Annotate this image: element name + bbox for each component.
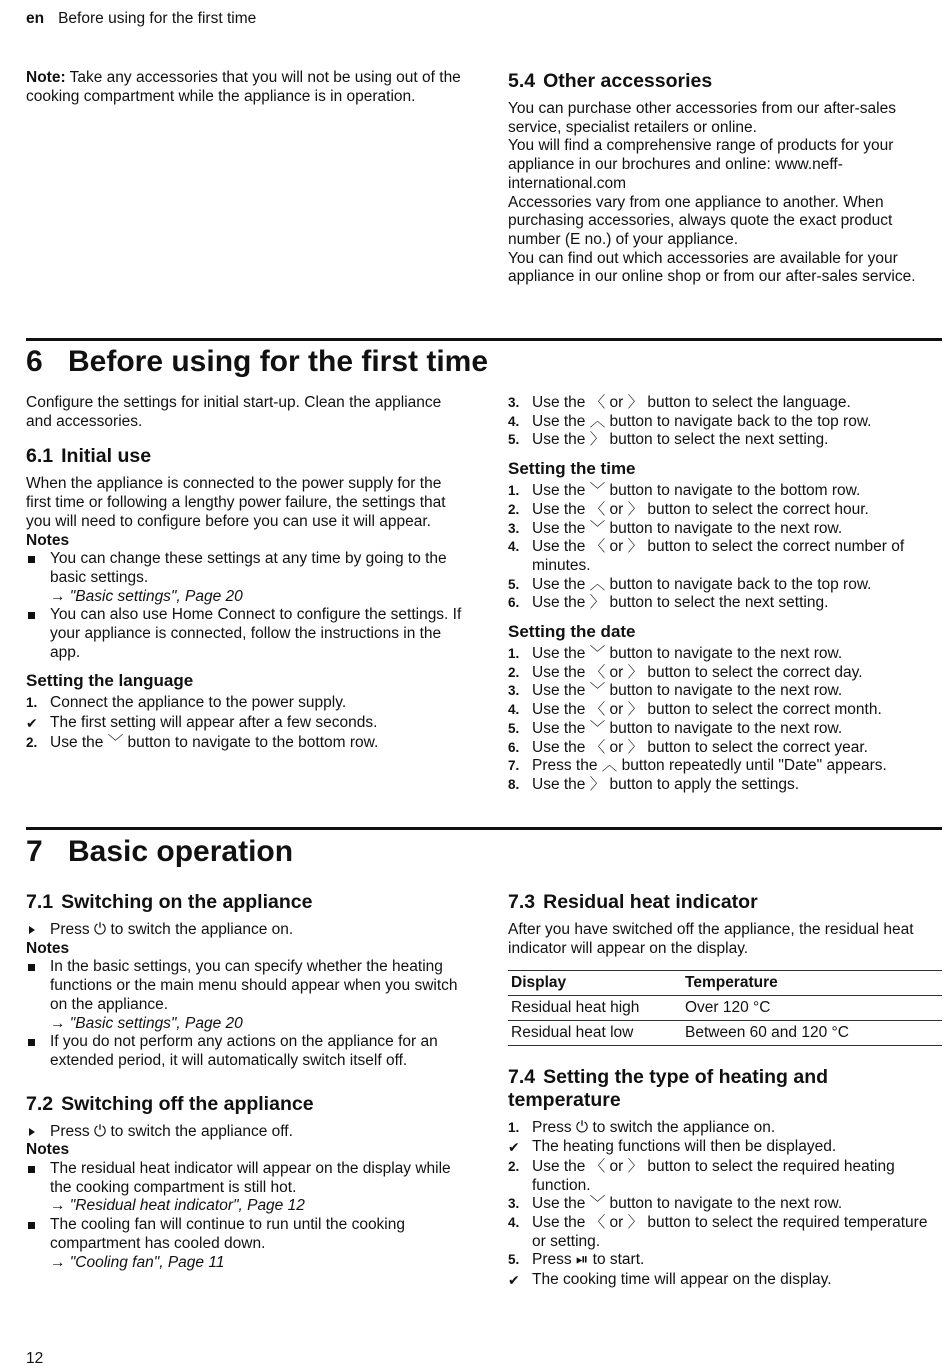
cross-reference-link[interactable]: → "Basic settings", Page 20 [50,1014,243,1032]
step-item: 4. Use the 〈 or 〉 button to select the correct month. [508,701,882,719]
paragraph: You can purchase other accessories from our after-sales service, specialist retailers or online. [508,100,896,136]
header-title: Before using for the first time [58,10,257,27]
chapter-7-left [26,891,466,1272]
residual-heat-table [508,970,942,1045]
notes-label: Notes [26,531,70,549]
step-item: 3. Use the ﹀ button to navigate to the next row. [508,682,843,700]
chapter-7-right [508,891,940,1290]
chapter-intro: Configure the settings for initial start-up. Clean the appliance and accessories. [26,394,442,430]
chapter-6-right [508,394,940,795]
step-item: 6. Use the 〈 or 〉 button to select the correct year. [508,738,868,756]
subsection-heading: Setting the time [508,459,636,479]
note-text: Take any accessories that you will not be using out of the cooking compartment while the appliance is in operation. [26,69,461,105]
step-item: 6. Use the 〉 button to select the next setting. [508,594,829,612]
notes-label: Notes [26,1141,70,1159]
paragraph: When the appliance is connected to the power supply for the first time or following a lengthy power failure, the settings that you will need to configure before you can use it will appear. [26,475,446,530]
section-7-4-heading: 7.4 Setting the type of heating and temperature [508,1065,829,1111]
section-heading: 5.4 Other accessories [508,70,713,92]
square-bullet-icon [28,964,35,971]
step-item: 1. Use the ﹀ button to navigate to the bottom row. [508,482,861,500]
square-bullet-icon [28,556,35,563]
step-item: 1. Connect the appliance to the power supply. [26,694,347,712]
cross-reference-link[interactable]: → "Cooling fan", Page 11 [50,1253,225,1271]
result-item: ✔ The first setting will appear after a few seconds. [26,714,378,732]
page-number: 12 [26,1350,44,1367]
table-row [508,1020,942,1045]
notes-label: Notes [26,939,70,957]
square-bullet-icon [28,1222,35,1229]
step-item: 4. Use the ︿ button to navigate back to the top row. [508,412,872,430]
step-item: 5. Use the ﹀ button to navigate to the next row. [508,719,843,737]
table-cell: Over 120 °C [682,996,942,1021]
result-item: ✔ The heating functions will then be displayed. [508,1138,837,1156]
section-7-2-heading: 7.2 Switching off the appliance [26,1092,314,1115]
step-item: 3. Use the ﹀ button to navigate to the next row. [508,519,843,537]
list-item: In the basic settings, you can specify whether the heating functions or the main menu should appear when you switch on the appliance. → "Basic settings", Page 20 [26,958,466,1033]
list-item: The cooling fan will continue to run until the cooking compartment has cooled down. → "Cooling fan", Page 11 [26,1216,466,1272]
step-item: 5. Press ⏯ to start. [508,1251,645,1269]
triangle-arrow-icon [29,1128,35,1136]
section-7-1-heading: 7.1 Switching on the appliance [26,891,313,913]
chapter-rule [26,827,942,830]
table-header-cell: Display [508,971,682,996]
cross-reference-link[interactable]: → "Basic settings", Page 20 [50,587,243,605]
step-item: 1. Press ⏻ to switch the appliance on. [508,1118,776,1136]
paragraph: After you have switched off the appliance, the residual heat indicator will appear on the display. [508,921,914,957]
table-cell: Between 60 and 120 °C [682,1020,942,1045]
square-bullet-icon [28,612,35,619]
section-7-3-heading: 7.3 Residual heat indicator [508,891,758,913]
cross-reference-link[interactable]: → "Residual heat indicator", Page 12 [50,1197,305,1215]
table-header-cell: Temperature [682,971,942,996]
step-item: 3. Use the 〈 or 〉 button to select the language. [508,394,851,411]
step-item: 5. Use the 〉 button to select the next setting. [508,431,829,449]
subsection-heading: Setting the language [26,671,194,691]
note-label: Note: [26,69,66,86]
triangle-arrow-icon [29,926,35,934]
table-cell: Residual heat low [508,1020,682,1045]
table-cell: Residual heat high [508,996,682,1021]
step-item: 8. Use the 〉 button to apply the settings. [508,775,800,793]
paragraph: You can find out which accessories are available for your appliance in our online shop or from our after-sales service. [508,249,916,286]
list-item: You can also use Home Connect to configure the settings. If your appliance is connected, follow the instructions in the app. [26,606,466,662]
chapter-6-heading: 6 Before using for the first time [26,345,489,378]
section-5-4 [508,70,940,287]
checkmark-icon: ✔ [508,1139,520,1156]
list-item: You can change these settings at any time by going to the basic settings. → "Basic settings", Page 20 [26,550,466,606]
section-6-1-heading: 6.1 Initial use [26,445,152,468]
table-row [508,996,942,1021]
list-item: The residual heat indicator will appear on the display while the cooking compartment is still hot. → "Residual heat indicator", Page 12 [26,1160,466,1216]
step-item: 4. Use the 〈 or 〉 button to select the correct number of minutes. [508,538,905,574]
step-item: 5. Use the ︿ button to navigate back to the top row. [508,575,872,593]
square-bullet-icon [28,1039,35,1046]
chapter-7-heading: 7 Basic operation [26,835,294,868]
running-header [26,10,256,29]
step-item: 2. Use the 〈 or 〉 button to select the correct hour. [508,500,869,518]
chapter-rule [26,338,942,341]
square-bullet-icon [28,1166,35,1173]
step-item: 2. Use the 〈 or 〉 button to select the correct day. [508,663,863,681]
table-header-row [508,971,942,996]
step-item: 4. Use the 〈 or 〉 button to select the required temperature or setting. [508,1214,928,1250]
action-item: Press ⏻ to switch the appliance on. [26,921,466,940]
accessory-note [26,69,466,106]
step-item: 2. Use the ﹀ button to navigate to the bottom row. [26,733,379,751]
step-item: 3. Use the ﹀ button to navigate to the next row. [508,1195,843,1213]
paragraph: You will find a comprehensive range of products for your appliance in our brochures and online: www.neff-international.com [508,137,894,192]
paragraph: Accessories vary from one appliance to another. When purchasing accessories, always quote the exact product number (E no.) of your appliance. [508,193,893,248]
language-code: en [26,10,45,27]
result-item: ✔ The cooking time will appear on the display. [508,1271,832,1289]
step-item: 1. Use the ﹀ button to navigate to the next row. [508,645,843,663]
step-item: 7. Press the ︿ button repeatedly until "Date" appears. [508,757,887,775]
checkmark-icon: ✔ [508,1272,520,1289]
list-item: If you do not perform any actions on the appliance for an extended period, it will automatically switch itself off. [26,1033,466,1070]
checkmark-icon: ✔ [26,715,38,732]
subsection-heading: Setting the date [508,622,636,642]
action-item: Press ⏻ to switch the appliance off. [26,1123,466,1142]
chapter-6-left [26,394,466,753]
step-item: 2. Use the 〈 or 〉 button to select the required heating function. [508,1157,895,1194]
